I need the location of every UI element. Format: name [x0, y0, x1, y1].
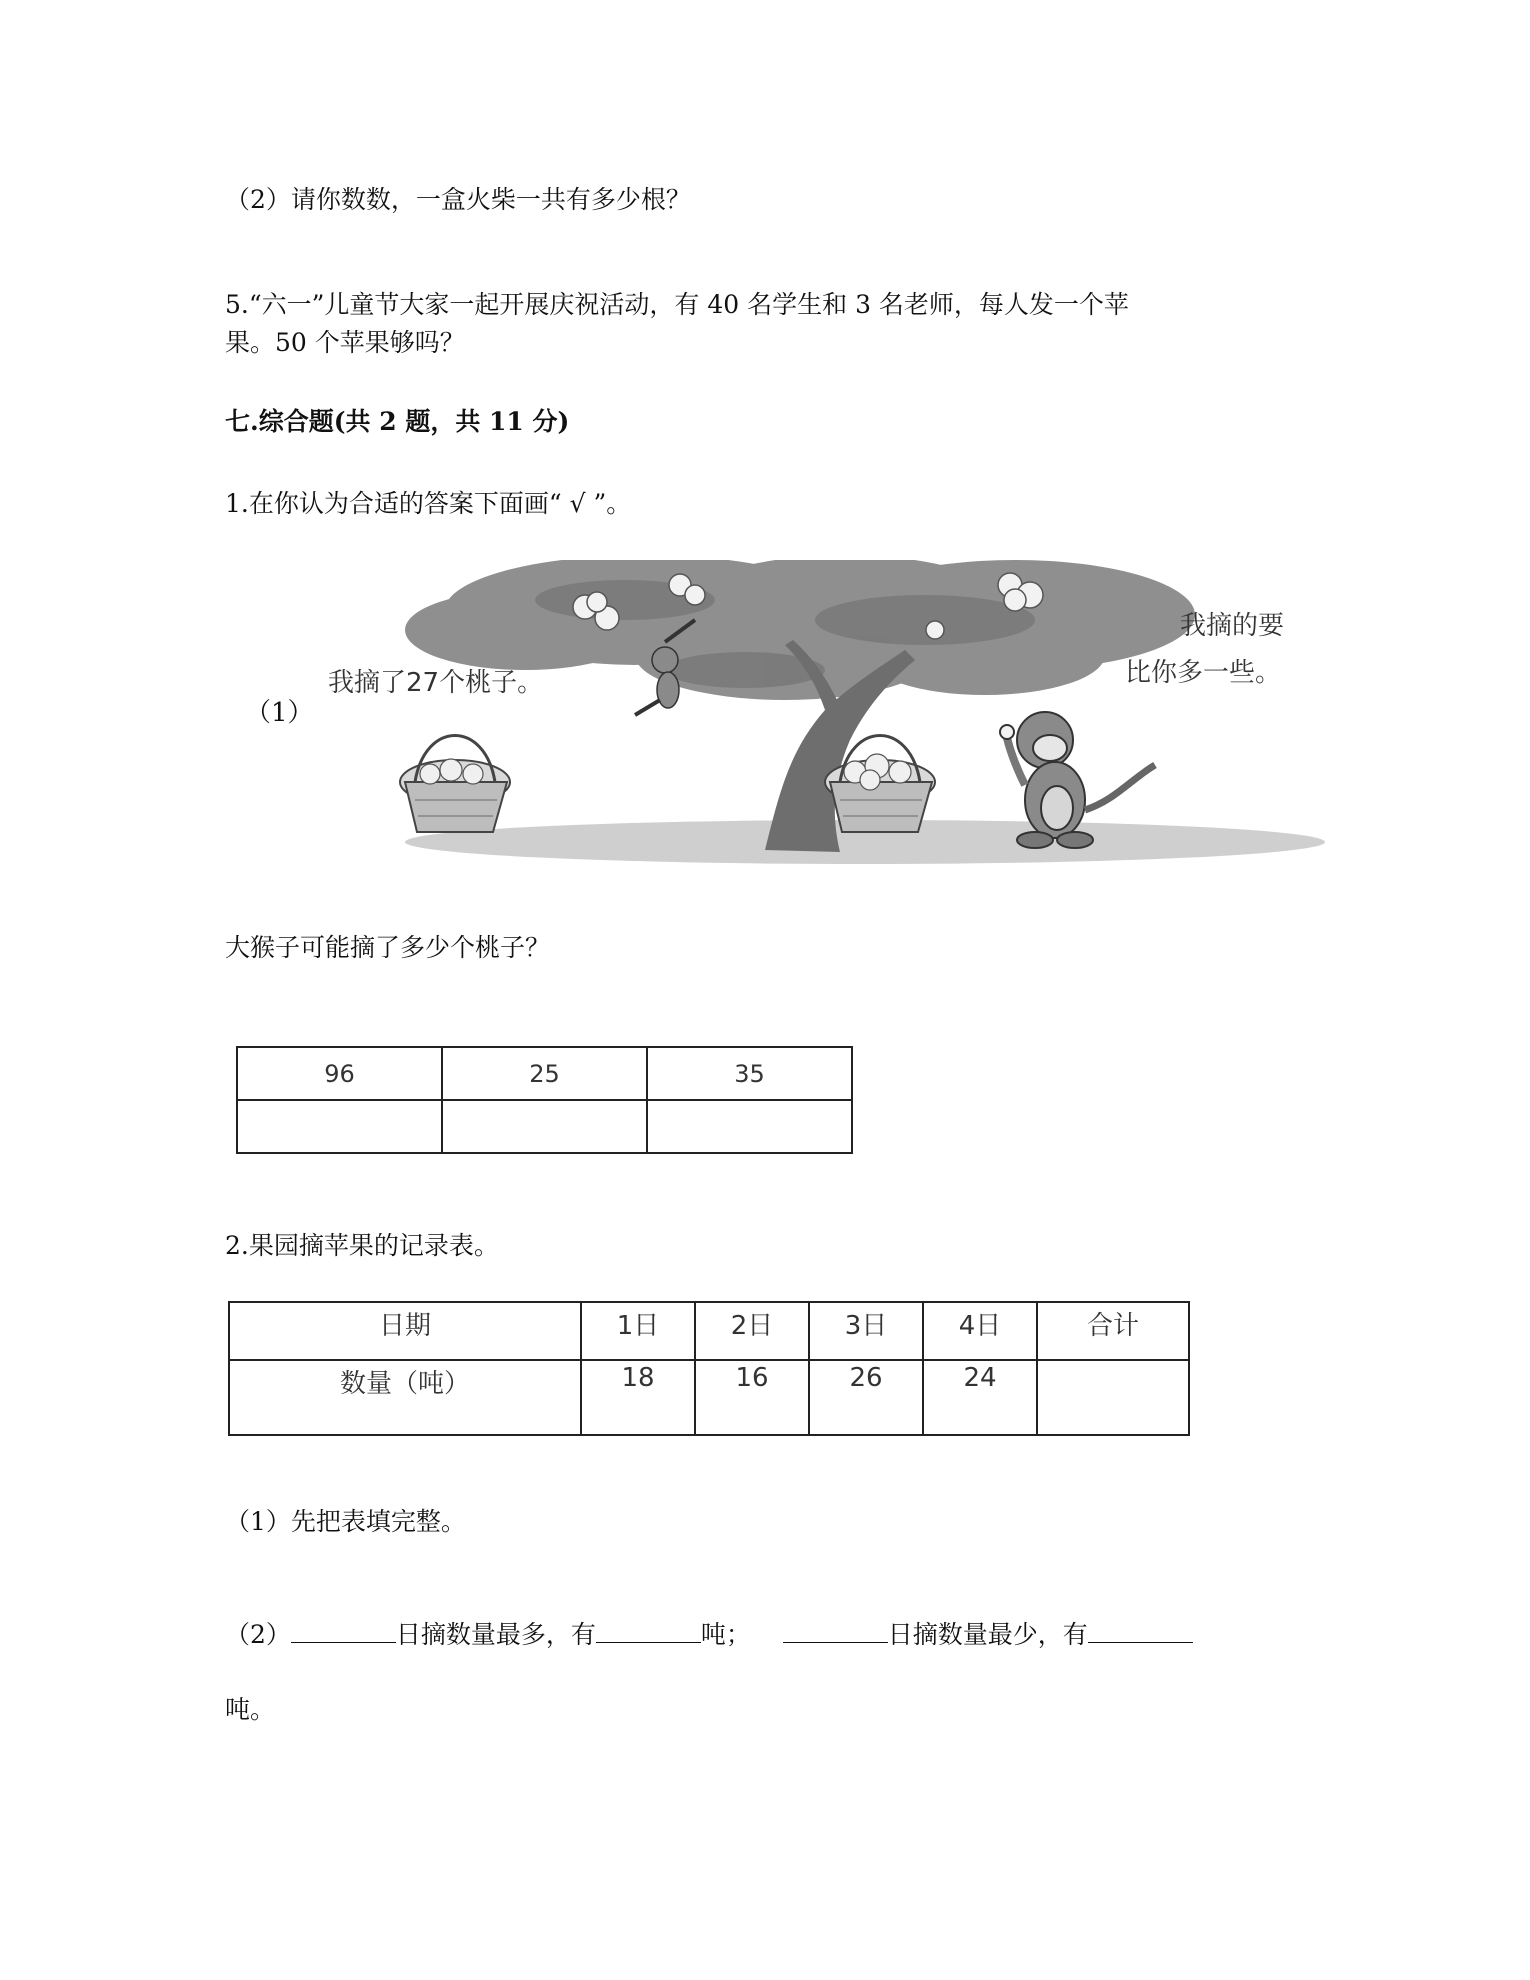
value-cell: 24 — [923, 1360, 1037, 1435]
q5-text-line-2: 果。50 个苹果够吗？ — [225, 328, 465, 357]
q1-prompt: 1.在你认为合适的答案下面画“ √ ”。 — [225, 489, 632, 518]
illustration-label: （1） — [245, 698, 314, 728]
option-cell: 25 — [442, 1047, 647, 1100]
fill-blank[interactable] — [291, 1612, 396, 1643]
option-cell: 96 — [237, 1047, 442, 1100]
speech-bubble-left: 我摘了27个桃子。 — [328, 668, 544, 698]
apple-record-table — [228, 1301, 1190, 1436]
check-cell[interactable] — [237, 1100, 442, 1153]
value-cell: 26 — [809, 1360, 923, 1435]
value-cell: 18 — [581, 1360, 695, 1435]
check-cell[interactable] — [647, 1100, 852, 1153]
option-cell: 35 — [647, 1047, 852, 1100]
fill-blank[interactable] — [596, 1612, 701, 1643]
check-cell[interactable] — [442, 1100, 647, 1153]
monkey-peach-illustration — [225, 560, 1325, 870]
header-cell: 合计 — [1037, 1302, 1189, 1360]
row-label-cell: 数量（吨） — [229, 1360, 581, 1435]
q2-sub2-text-3: 日摘数量最少，有 — [887, 1620, 1088, 1649]
header-cell: 4日 — [923, 1302, 1037, 1360]
fill-blank[interactable] — [1088, 1612, 1193, 1643]
speech-bubble-right-line-2: 比你多一些。 — [1125, 658, 1282, 688]
q2-sub2-end: 吨。 — [225, 1695, 276, 1724]
header-cell: 2日 — [695, 1302, 809, 1360]
fill-blank[interactable] — [783, 1612, 888, 1643]
header-cell: 日期 — [229, 1302, 581, 1360]
q2-prompt: 2.果园摘苹果的记录表。 — [225, 1231, 499, 1260]
q1-question: 大猴子可能摘了多少个桃子？ — [225, 933, 551, 962]
header-cell: 3日 — [809, 1302, 923, 1360]
q2-sub-question-2 — [225, 1612, 1193, 1653]
q2-sub2-text-2: 吨； — [700, 1620, 751, 1649]
total-cell[interactable] — [1037, 1360, 1189, 1435]
answer-choice-table — [236, 1046, 853, 1154]
q4-sub-question-2: （2）请你数数，一盒火柴一共有多少根？ — [225, 185, 691, 214]
value-cell: 16 — [695, 1360, 809, 1435]
q2-sub-question-1: （1）先把表填完整。 — [225, 1507, 466, 1536]
header-cell: 1日 — [581, 1302, 695, 1360]
q5-text-line-1: 5.“六一”儿童节大家一起开展庆祝活动，有 40 名学生和 3 名老师，每人发一个苹 — [225, 290, 1129, 319]
speech-bubble-right-line-1: 我摘的要 — [1180, 611, 1285, 641]
q2-sub2-prefix: （2） — [225, 1620, 291, 1649]
q2-sub2-text-1: 日摘数量最多，有 — [395, 1620, 596, 1649]
section-7-title: 七.综合题(共 2 题，共 11 分) — [225, 407, 570, 436]
